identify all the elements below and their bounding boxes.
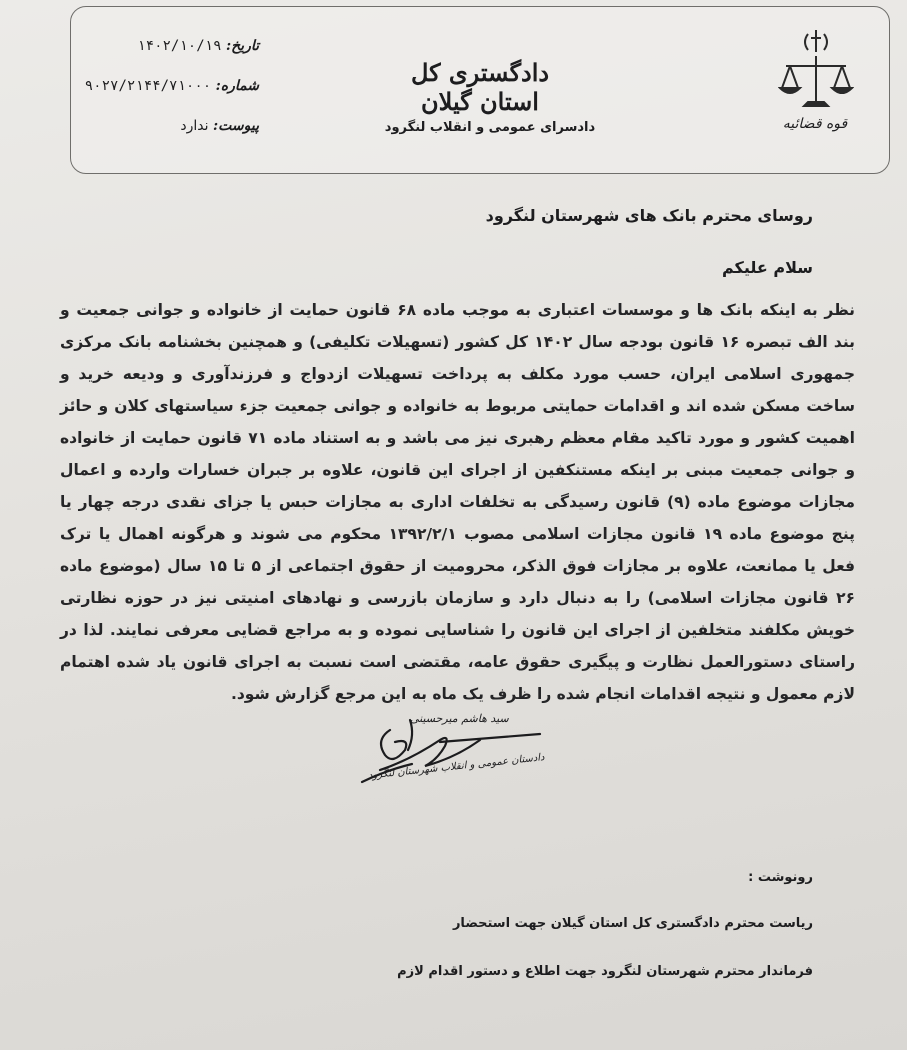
- date-value: ۱۴۰۲/۱۰/۱۹: [137, 38, 222, 54]
- attachment-row: [84, 118, 259, 134]
- date-row: [84, 38, 259, 54]
- attachment-label: پیوست:: [213, 118, 259, 134]
- attachment-value: ندارد: [180, 118, 209, 134]
- cc-label: رونوشت :: [748, 870, 813, 885]
- date-label: تاریخ:: [225, 38, 259, 54]
- emblem-caption: قوه قضائیه: [782, 116, 848, 132]
- recipient-line: روسای محترم بانک های شهرستان لنگرود: [485, 206, 813, 225]
- number-value: ۹۰۲۷/۲۱۴۴/۷۱۰۰۰: [84, 78, 212, 94]
- cc-item-1: ریاست محترم دادگستری کل استان گیلان جهت استحضار: [452, 916, 813, 931]
- signer-name: سید هاشم میرحسینی: [410, 712, 509, 725]
- number-row: [84, 78, 259, 94]
- department-title: دادگستری کل استان گیلان: [410, 58, 550, 116]
- signer-title: دادستان عمومی و انقلاب شهرستان لنگرود: [367, 752, 546, 782]
- letter-body: نظر به اینکه بانک ها و موسسات اعتباری به موجب ماده ۶۸ قانون حمایت از خانواده و جوانی جمعیت و بند الف تبصره ۱۶ قانون بودجه سال ۱۴۰۲ کل کشور (تسهیلات تکلیفی) و همچنین بخشنامه بانک مرکزی جمهوری اسلامی ایران، حسب مورد مکلف به پرداخت تسهیلات ازدواج و فرزندآوری و ودیعه خرید و ساخت مسکن شده اند و اقدامات حمایتی مربوط به خانواده و جوانی جمعیت جزء سیاستهای کلان و حائز اهمیت کشور و مورد تاکید مقام معظم رهبری نیز می باشد و به استناد ماده ۷۱ قانون حمایت از خانواده و جوانی جمعیت مبنی بر اینکه مستنکفین از اجرای این قانون، علاوه بر جبران خسارات وارده و اعمال مجازات موضوع ماده (۹) قانون رسیدگی به تخلفات اداری به مجازات حبس یا جزای نقدی درجه چهار یا پنج موضوع ماده ۱۹ قانون مجازات اسلامی مصوب ۱۳۹۲/۲/۱ محکوم می شوند و هرگونه اهمال یا ترک فعل یا ممانعت، علاوه بر مجازات فوق الذکر، محرومیت از حقوق اجتماعی از ۵ تا ۱۵ سال (موضوع ماده ۲۶ قانون مجازات اسلامی) را به دنبال دارد و سازمان بازرسی و نهادهای امنیتی نیز در حوزه نظارتی خویش مکلفند متخلفین از اجرای این قانون را شناسایی نموده و به مراجع قضایی معرفی نمایند. لذا در راستای دستورالعمل نظارت و پیگیری حقوق عامه، مقتضی است نسبت به اجرای قانون یاد شده اهتمام لازم معمول و نتیجه اقدامات انجام شده را ظرف یک ماه به این مرجع گزارش شود.: [60, 301, 855, 703]
- greeting-line: سلام علیکم: [721, 258, 813, 277]
- number-label: شماره:: [215, 78, 259, 94]
- department-subtitle: دادسرای عمومی و انقلاب لنگرود: [384, 120, 596, 135]
- cc-item-2: فرماندار محترم شهرستان لنگرود جهت اطلاع و دستور اقدام لازم: [397, 964, 813, 979]
